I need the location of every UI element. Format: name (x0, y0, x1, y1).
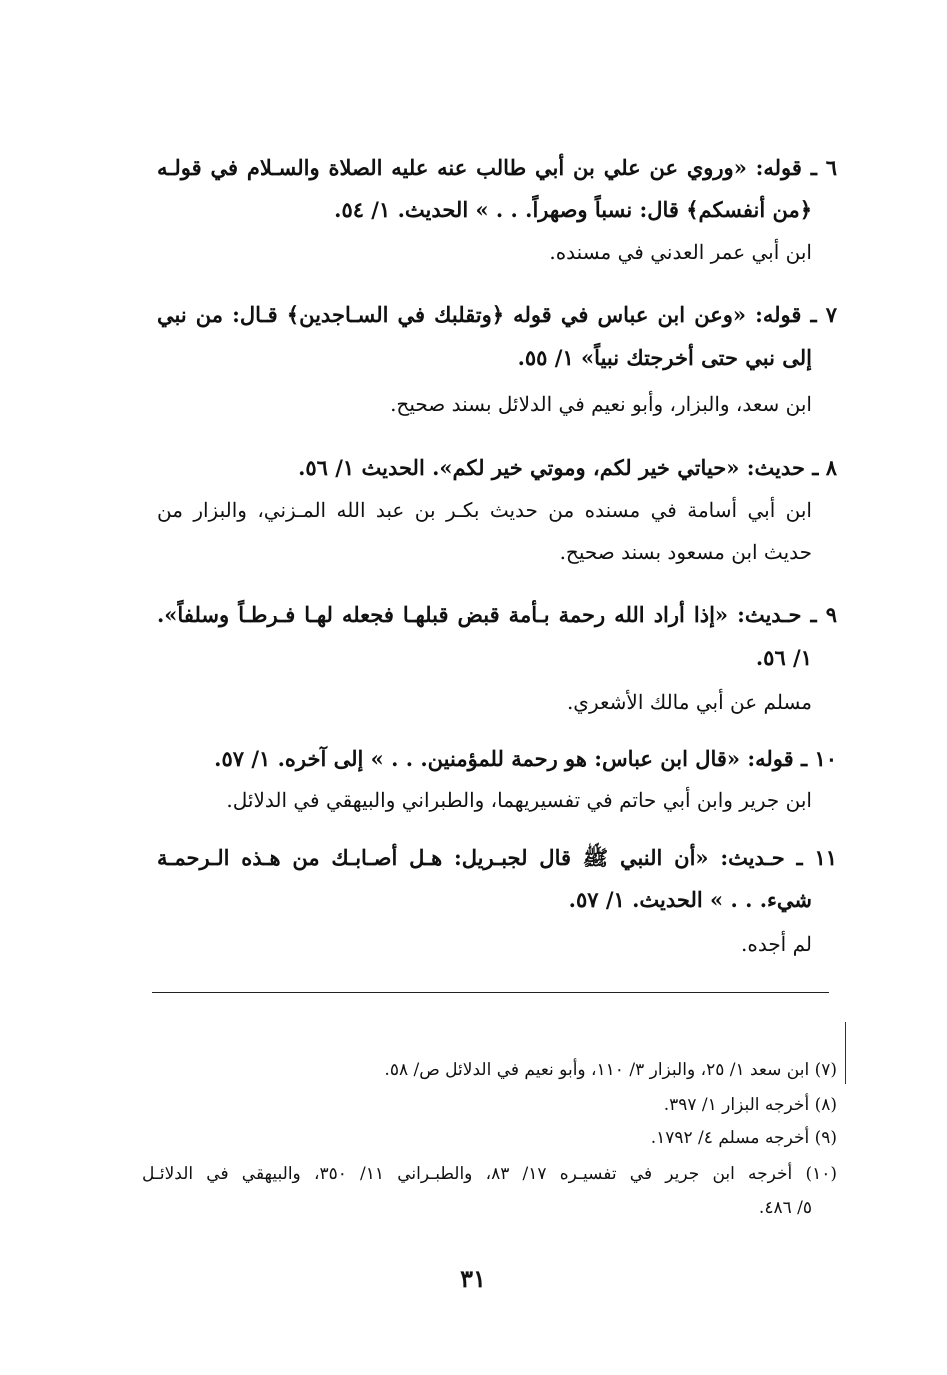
entry-6-source: ابن أبي عمر العدني في مسنده. (549, 240, 812, 264)
entry-7-source: ابن سعد، والبزار، وأبو نعيم في الدلائل بسند صحيح. (390, 392, 812, 416)
entry-10-source: ابن جرير وابن أبي حاتم في تفسيريهما، والطبراني والبيهقي في الدلائل. (226, 788, 812, 812)
footnote-8: (٨) أخرجه البزار ١/ ٣٩٧. (663, 1095, 837, 1115)
footnote-7: (٧) ابن سعد ١/ ٢٥، والبزار ٣/ ١١٠، وأبو نعيم في الدلائل ص/ ٥٨. (384, 1060, 837, 1080)
entry-8-line-1: ٨ ـ حديث: «حياتي خير لكم، وموتي خير لكم». الحديث ١/ ٥٦. (298, 455, 837, 480)
footnote-9: (٩) أخرجه مسلم ٤/ ١٧٩٢. (650, 1128, 837, 1148)
entry-9-line-2: ١/ ٥٦. (755, 645, 812, 670)
entry-7-line-2: إلى نبي حتى أخرجتك نبياً» ١/ ٥٥. (517, 345, 812, 370)
footnote-10-line-2: ٥/ ٤٨٦. (758, 1198, 812, 1218)
margin-mark (845, 1022, 846, 1084)
entry-11-line-1: ١١ ـ حـديث: «أن النبي ﷺ قال لجبـريل: هـل أصـابـك من هـذه الـرحمـة (157, 845, 837, 870)
entry-6-line-1: ٦ ـ قوله: «وروي عن علي بن أبي طالب عنه عليه الصلاة والسـلام في قولـه (157, 155, 837, 180)
entry-6-line-2: ﴿من أنفسكم﴾ قال: نسباً وصهراً. . . » الحديث. ١/ ٥٤. (334, 197, 812, 222)
entry-11-line-2: شيء. . . » الحديث. ١/ ٥٧. (568, 887, 812, 912)
footnote-separator (152, 992, 829, 993)
page-number: ٣١ (460, 1264, 486, 1293)
entry-7-line-1: ٧ ـ قوله: «وعن ابن عباس في قوله ﴿وتقلبك في السـاجدين﴾ قـال: من نبي (157, 302, 837, 327)
footnote-10-line-1: (١٠) أخرجه ابن جرير في تفسيـره ١٧/ ٨٣، والطبـراني ١١/ ٣٥٠، والبيهقي في الدلائـل (142, 1164, 837, 1184)
entry-8-source-line-1: ابن أبي أسامة في مسنده من حديث بكـر بن عبد الله المـزني، والبزار من (157, 498, 812, 522)
entry-8-source-line-2: حديث ابن مسعود بسند صحيح. (559, 540, 812, 564)
entry-11-source: لم أجده. (740, 932, 812, 956)
entry-9-source: مسلم عن أبي مالك الأشعري. (566, 690, 812, 714)
entry-10-line-1: ١٠ ـ قوله: «قال ابن عباس: هو رحمة للمؤمنين. . . » إلى آخره. ١/ ٥٧. (214, 746, 837, 771)
entry-9-line-1: ٩ ـ حـديث: «إذا أراد الله رحمة بـأمة قبض قبلهـا فجعله لهـا فـرطـاً وسلفاً». (157, 602, 837, 627)
